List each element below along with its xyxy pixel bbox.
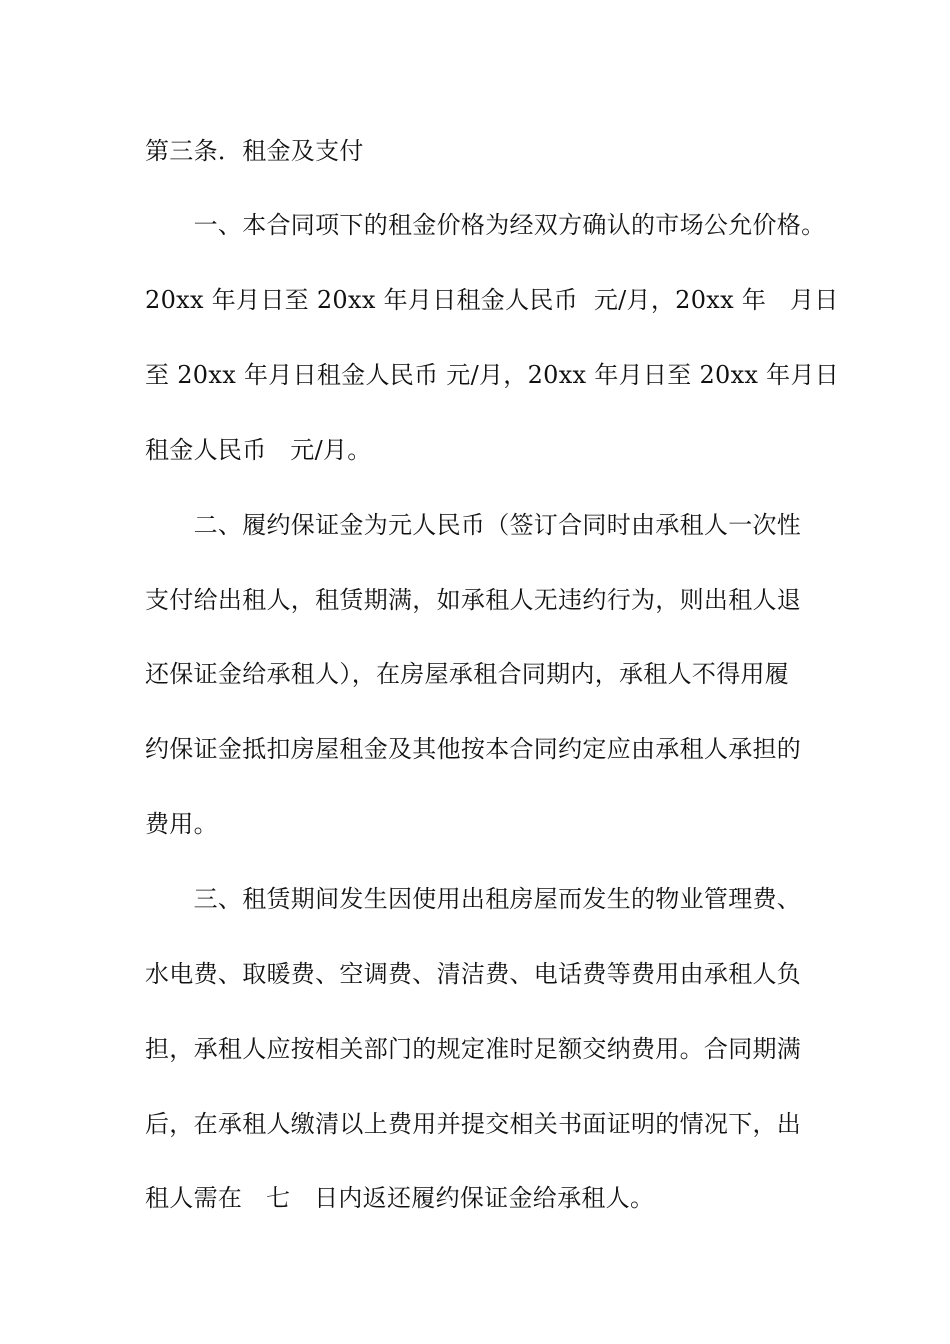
clause-2-line-2: 支付给出租人，租赁期满，如承租人无违约行为，则出租人退	[145, 586, 802, 614]
clause-2-line-1: 二、履约保证金为元人民币（签订合同时由承租人一次性	[145, 511, 802, 539]
clause-2-line-4: 约保证金抵扣房屋租金及其他按本合同约定应由承租人承担的	[145, 735, 802, 763]
clause-1-line-1: 一、本合同项下的租金价格为经双方确认的市场公允价格。	[145, 211, 826, 239]
clause-1-line-4: 租金人民币 元/月。	[145, 436, 372, 464]
section-heading: 第三条．租金及支付	[145, 137, 364, 165]
clause-1-line-3: 至 20xx 年月日租金人民币 元/月，20xx 年月日至 20xx 年月日	[145, 361, 840, 389]
clause-3-line-3: 担，承租人应按相关部门的规定准时足额交纳费用。合同期满	[145, 1035, 802, 1063]
clause-3-line-2: 水电费、取暖费、空调费、清洁费、电话费等费用由承租人负	[145, 960, 802, 988]
clause-2-line-3: 还保证金给承租人），在房屋承租合同期内，承租人不得用履	[145, 660, 790, 688]
clause-2-line-5: 费用。	[145, 810, 218, 838]
clause-3-line-5: 租人需在 七 日内返还履约保证金给承租人。	[145, 1184, 655, 1212]
clause-3-line-4: 后，在承租人缴清以上费用并提交相关书面证明的情况下，出	[145, 1110, 802, 1138]
clause-3-line-1: 三、租赁期间发生因使用出租房屋而发生的物业管理费、	[145, 885, 802, 913]
clause-1-line-2: 20xx 年月日至 20xx 年月日租金人民币 元/月，20xx 年 月日	[145, 286, 839, 314]
